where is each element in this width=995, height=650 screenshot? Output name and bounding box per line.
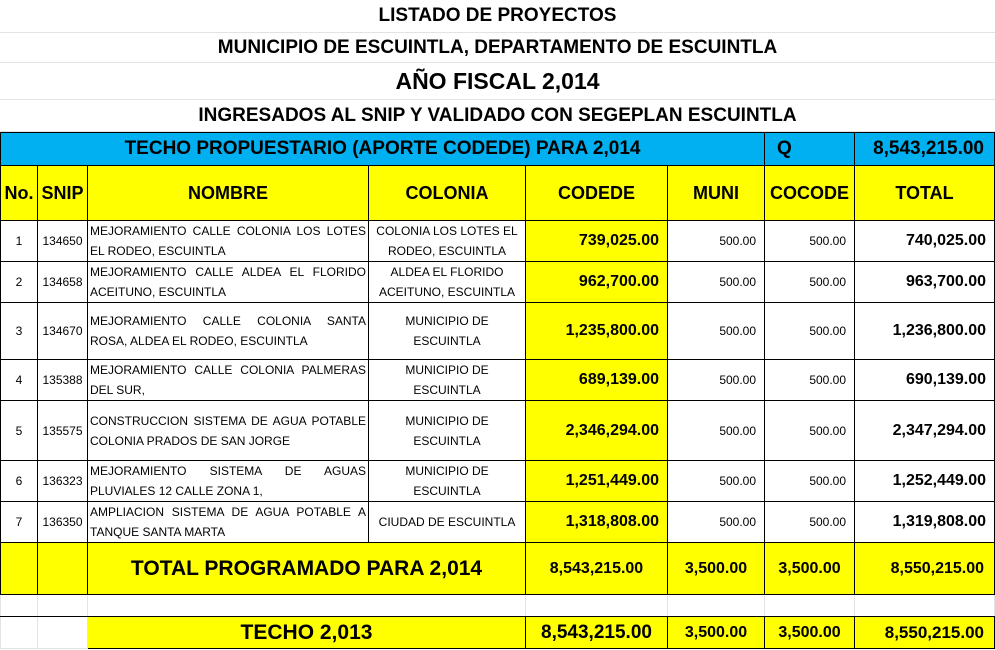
cell-cocode[interactable]: 500.00 — [765, 303, 855, 360]
header-colonia[interactable]: COLONIA — [369, 166, 526, 221]
header-codede[interactable]: CODEDE — [526, 166, 668, 221]
cell-snip[interactable]: 135575 — [38, 401, 88, 461]
header-row — [1, 166, 995, 221]
cell-snip[interactable]: 136323 — [38, 461, 88, 502]
techo-2013-total[interactable]: 8,550,215.00 — [855, 617, 995, 649]
cell-cocode[interactable]: 500.00 — [765, 502, 855, 543]
header-cocode[interactable]: COCODE — [765, 166, 855, 221]
cell-total[interactable]: 1,319,808.00 — [855, 502, 995, 543]
spacer-cell[interactable] — [765, 595, 855, 617]
cell-colonia[interactable]: MUNICIPIO DE ESCUINTLA — [369, 401, 526, 461]
cell-cocode[interactable]: 500.00 — [765, 401, 855, 461]
header-muni[interactable]: MUNI — [668, 166, 765, 221]
techo-2013-row — [1, 617, 995, 649]
techo-2013-label[interactable]: TECHO 2,013 — [88, 617, 526, 649]
cell-total[interactable]: 1,236,800.00 — [855, 303, 995, 360]
total-programado-total[interactable]: 8,550,215.00 — [855, 543, 995, 595]
cell-total[interactable]: 1,252,449.00 — [855, 461, 995, 502]
header-snip[interactable]: SNIP — [38, 166, 88, 221]
total-programado-cocode[interactable]: 3,500.00 — [765, 543, 855, 595]
total-programado-codede[interactable]: 8,543,215.00 — [526, 543, 668, 595]
cell-muni[interactable]: 500.00 — [668, 262, 765, 303]
spacer-cell[interactable] — [38, 595, 88, 617]
title-listado[interactable]: LISTADO DE PROYECTOS — [0, 0, 995, 33]
spacer-cell[interactable] — [88, 595, 526, 617]
cell-muni[interactable]: 500.00 — [668, 303, 765, 360]
table-row — [1, 303, 995, 360]
sum-blank-no[interactable] — [1, 543, 38, 595]
cell-nombre[interactable]: MEJORAMIENTO CALLE COLONIA PALMERAS DEL SUR, — [88, 360, 369, 401]
cell-no[interactable]: 7 — [1, 502, 38, 543]
cell-colonia[interactable]: ALDEA EL FLORIDO ACEITUNO, ESCUINTLA — [369, 262, 526, 303]
title-municipio[interactable]: MUNICIPIO DE ESCUINTLA, DEPARTAMENTO DE ESCUINTLA — [0, 33, 995, 63]
cell-snip[interactable]: 136350 — [38, 502, 88, 543]
cell-colonia[interactable]: CIUDAD DE ESCUINTLA — [369, 502, 526, 543]
last-blank-snip[interactable] — [38, 617, 88, 649]
cell-no[interactable]: 6 — [1, 461, 38, 502]
cell-snip[interactable]: 134670 — [38, 303, 88, 360]
cell-codede[interactable]: 1,318,808.00 — [526, 502, 668, 543]
cell-codede[interactable]: 739,025.00 — [526, 221, 668, 262]
projects-table — [0, 132, 995, 649]
cell-snip[interactable]: 134658 — [38, 262, 88, 303]
title-anio-fiscal[interactable]: AÑO FISCAL 2,014 — [0, 63, 995, 100]
cell-muni[interactable]: 500.00 — [668, 221, 765, 262]
cell-no[interactable]: 4 — [1, 360, 38, 401]
cell-muni[interactable]: 500.00 — [668, 502, 765, 543]
cell-colonia[interactable]: MUNICIPIO DE ESCUINTLA — [369, 461, 526, 502]
cell-nombre[interactable]: MEJORAMIENTO CALLE COLONIA LOS LOTES EL RODEO, ESCUINTLA — [88, 221, 369, 262]
cell-nombre[interactable]: CONSTRUCCION SISTEMA DE AGUA POTABLE COLONIA PRADOS DE SAN JORGE — [88, 401, 369, 461]
cell-no[interactable]: 3 — [1, 303, 38, 360]
techo-currency[interactable]: Q — [765, 133, 855, 166]
cell-nombre[interactable]: MEJORAMIENTO CALLE ALDEA EL FLORIDO ACEITUNO, ESCUINTLA — [88, 262, 369, 303]
cell-nombre[interactable]: MEJORAMIENTO SISTEMA DE AGUAS PLUVIALES 12 CALLE ZONA 1, — [88, 461, 369, 502]
cell-total[interactable]: 690,139.00 — [855, 360, 995, 401]
spacer-cell[interactable] — [855, 595, 995, 617]
techo-label[interactable]: TECHO PROPUESTARIO (APORTE CODEDE) PARA 2,014 — [1, 133, 765, 166]
cell-snip[interactable]: 135388 — [38, 360, 88, 401]
header-nombre[interactable]: NOMBRE — [88, 166, 369, 221]
table-row — [1, 221, 995, 262]
cell-no[interactable]: 1 — [1, 221, 38, 262]
cell-no[interactable]: 5 — [1, 401, 38, 461]
cell-codede[interactable]: 2,346,294.00 — [526, 401, 668, 461]
techo-amount[interactable]: 8,543,215.00 — [855, 133, 995, 166]
cell-codede[interactable]: 1,251,449.00 — [526, 461, 668, 502]
spacer-cell[interactable] — [526, 595, 668, 617]
cell-muni[interactable]: 500.00 — [668, 360, 765, 401]
cell-nombre[interactable]: MEJORAMIENTO CALLE COLONIA SANTA ROSA, ALDEA EL RODEO, ESCUINTLA — [88, 303, 369, 360]
table-row — [1, 360, 995, 401]
cell-no[interactable]: 2 — [1, 262, 38, 303]
spacer-row — [1, 595, 995, 617]
table-row — [1, 262, 995, 303]
cell-muni[interactable]: 500.00 — [668, 401, 765, 461]
cell-snip[interactable]: 134650 — [38, 221, 88, 262]
techo-2013-codede[interactable]: 8,543,215.00 — [526, 617, 668, 649]
total-programado-row — [1, 543, 995, 595]
header-total[interactable]: TOTAL — [855, 166, 995, 221]
cell-cocode[interactable]: 500.00 — [765, 262, 855, 303]
spacer-cell[interactable] — [1, 595, 38, 617]
cell-muni[interactable]: 500.00 — [668, 461, 765, 502]
table-row — [1, 401, 995, 461]
last-blank-no[interactable] — [1, 617, 38, 649]
cell-colonia[interactable]: MUNICIPIO DE ESCUINTLA — [369, 303, 526, 360]
techo-row — [1, 133, 995, 166]
cell-codede[interactable]: 962,700.00 — [526, 262, 668, 303]
cell-cocode[interactable]: 500.00 — [765, 221, 855, 262]
cell-colonia[interactable]: MUNICIPIO DE ESCUINTLA — [369, 360, 526, 401]
table-row — [1, 502, 995, 543]
table-row — [1, 461, 995, 502]
cell-cocode[interactable]: 500.00 — [765, 360, 855, 401]
cell-codede[interactable]: 689,139.00 — [526, 360, 668, 401]
total-programado-label[interactable]: TOTAL PROGRAMADO PARA 2,014 — [88, 543, 526, 595]
techo-2013-cocode[interactable]: 3,500.00 — [765, 617, 855, 649]
cell-colonia[interactable]: COLONIA LOS LOTES EL RODEO, ESCUINTLA — [369, 221, 526, 262]
cell-total[interactable]: 963,700.00 — [855, 262, 995, 303]
cell-codede[interactable]: 1,235,800.00 — [526, 303, 668, 360]
spacer-cell[interactable] — [668, 595, 765, 617]
header-no[interactable]: No. — [1, 166, 38, 221]
techo-2013-muni[interactable]: 3,500.00 — [668, 617, 765, 649]
sum-blank-snip[interactable] — [38, 543, 88, 595]
total-programado-muni[interactable]: 3,500.00 — [668, 543, 765, 595]
cell-total[interactable]: 2,347,294.00 — [855, 401, 995, 461]
cell-cocode[interactable]: 500.00 — [765, 461, 855, 502]
cell-total[interactable]: 740,025.00 — [855, 221, 995, 262]
title-ingresados[interactable]: INGRESADOS AL SNIP Y VALIDADO CON SEGEPLAN ESCUINTLA — [0, 100, 995, 132]
cell-nombre[interactable]: AMPLIACION SISTEMA DE AGUA POTABLE A TANQUE SANTA MARTA — [88, 502, 369, 543]
